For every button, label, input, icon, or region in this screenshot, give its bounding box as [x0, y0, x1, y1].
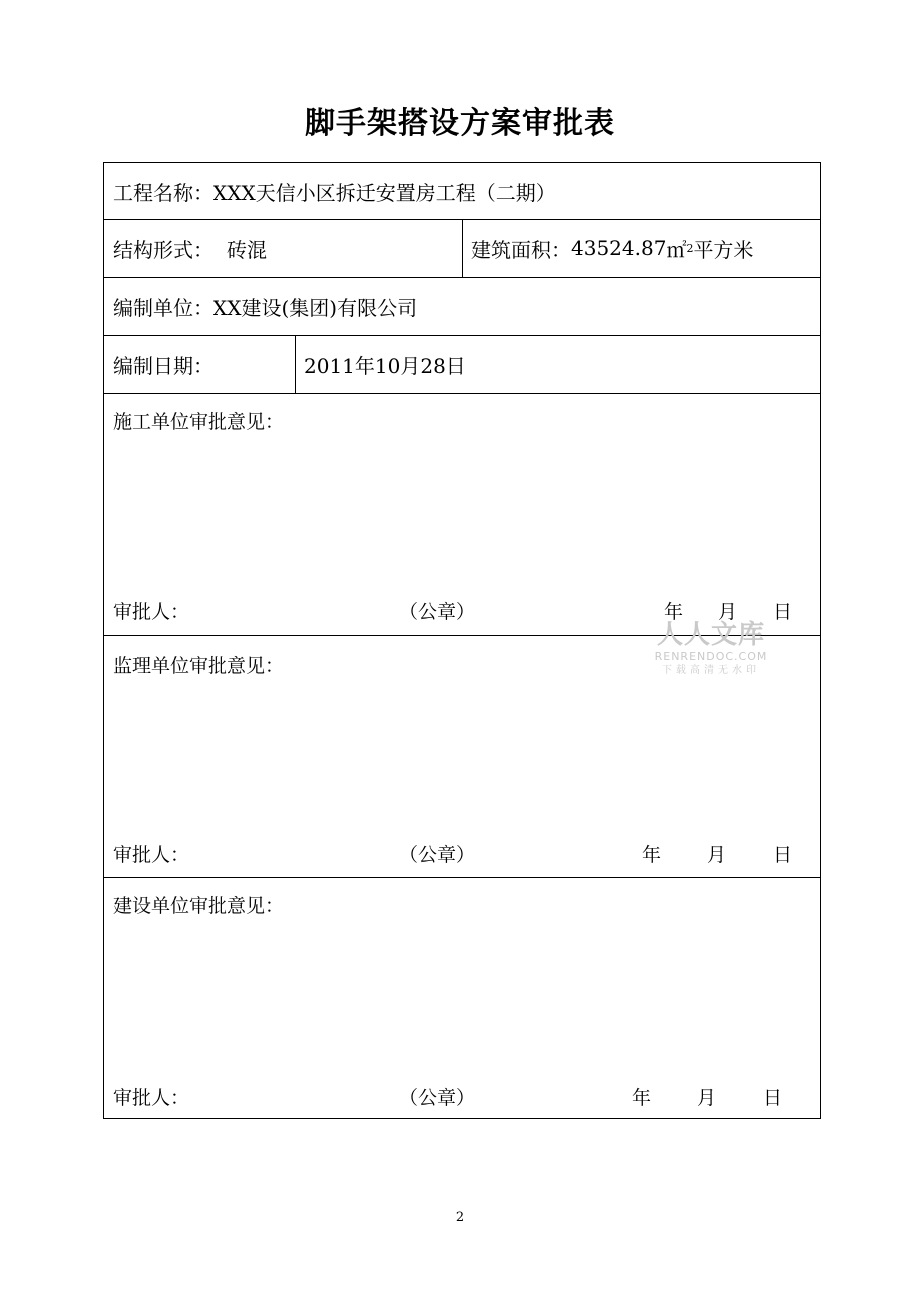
owner-month-label: 月	[697, 1087, 717, 1109]
area-suffix: 平方米	[693, 237, 754, 262]
compiler-row	[104, 277, 820, 336]
column-divider	[462, 219, 463, 277]
date-label: 编制日期：	[113, 353, 213, 378]
column-divider	[295, 335, 296, 393]
watermark-url-text: RENRENDOC.COM	[654, 650, 768, 663]
area-value: 43524.87	[571, 236, 667, 260]
supervision-year-label: 年	[642, 844, 662, 866]
page-title: 脚手架搭设方案审批表	[305, 106, 615, 141]
construction-seal-label: （公章）	[399, 601, 476, 623]
structure-label: 结构形式：	[113, 237, 213, 262]
watermark-logo	[646, 620, 776, 677]
supervision-seal-label: （公章）	[399, 844, 476, 866]
watermark-tagline: 下载高清无水印	[662, 665, 760, 676]
date-row	[104, 335, 820, 394]
construction-month-label: 月	[718, 601, 738, 623]
supervision-opinion-label: 监理单位审批意见：	[113, 655, 285, 677]
watermark-main-text: 人人文库	[656, 620, 765, 650]
construction-approver-label: 审批人：	[113, 601, 190, 623]
project-name-row	[104, 163, 820, 220]
owner-day-label: 日	[763, 1087, 783, 1109]
structure-value: 砖混	[227, 237, 267, 262]
owner-year-label: 年	[632, 1087, 652, 1109]
date-value: 2011年10月28日	[304, 353, 466, 378]
construction-day-label: 日	[773, 601, 793, 623]
project-name-value: XXX天信小区拆迁安置房工程（二期）	[213, 180, 556, 205]
owner-approval-section	[104, 877, 820, 1118]
supervision-month-label: 月	[707, 844, 727, 866]
area-label: 建筑面积：	[471, 237, 571, 262]
construction-approval-section	[104, 393, 820, 636]
area-unit-superscript: 2	[686, 241, 694, 255]
area-unit: ㎡	[666, 237, 687, 262]
compiler-value: XX建设(集团)有限公司	[213, 295, 418, 320]
project-name-label: 工程名称：	[113, 180, 213, 205]
structure-area-row	[104, 219, 820, 278]
owner-seal-label: （公章）	[399, 1087, 476, 1109]
construction-opinion-label: 施工单位审批意见：	[113, 411, 285, 433]
page-number: 2	[455, 1210, 465, 1225]
compiler-label: 编制单位：	[113, 295, 213, 320]
owner-approver-label: 审批人：	[113, 1087, 190, 1109]
supervision-day-label: 日	[773, 844, 793, 866]
owner-opinion-label: 建设单位审批意见：	[113, 895, 285, 917]
supervision-approver-label: 审批人：	[113, 844, 190, 866]
construction-year-label: 年	[664, 601, 684, 623]
